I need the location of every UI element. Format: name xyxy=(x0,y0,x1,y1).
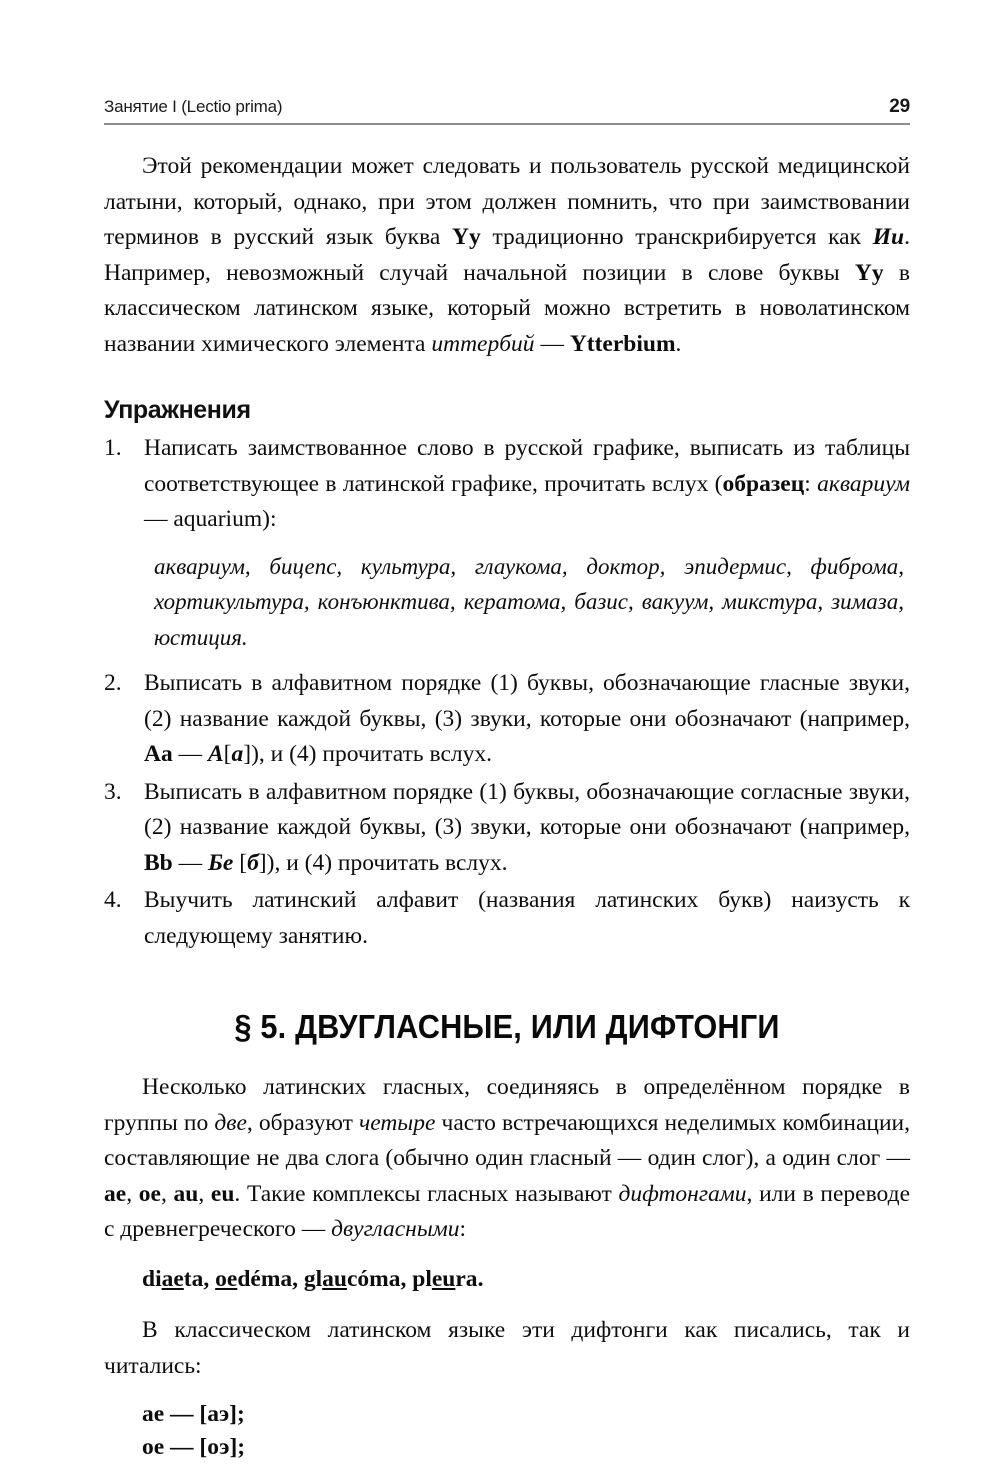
section-heading: § 5. ДВУГЛАСНЫЕ, ИЛИ ДИФТОНГИ xyxy=(234,1008,780,1045)
exercise-2-bold-aa: Aa xyxy=(144,741,173,767)
pronunciation-list xyxy=(104,1398,910,1464)
exercise-2-text-3: [ xyxy=(223,741,232,767)
exercise-2-text-4: ]), и (4) прочитать вслух. xyxy=(243,741,492,767)
exercise-2-bolditalic-a-upper: A xyxy=(207,741,224,767)
intro-text-3: . Например, невозможный случай начальной позиции в слове буквы xyxy=(104,224,910,286)
diaeta-prefix: di xyxy=(142,1265,162,1292)
glaucoma-diphthong: au xyxy=(322,1265,347,1292)
exercise-3-text-1: Выписать в алфавитном порядке (1) буквы, обозначающие согласные звуки, (2) название каждой буквы, (3) звуки, которые они обозначают (например, xyxy=(144,778,910,840)
dip-italic-diftongami: дифтонгами xyxy=(618,1180,747,1207)
intro-text-6: . xyxy=(675,330,682,357)
dip-bold-au: au xyxy=(173,1180,199,1207)
dip-text-2: , образуют xyxy=(246,1109,359,1136)
diaeta-suffix: ta xyxy=(183,1265,204,1292)
exercise-3-bold-bb: Bb xyxy=(144,849,173,876)
running-head-title: Занятие I (Lectio prima) xyxy=(104,97,283,116)
dip-italic-chetyre: четыре xyxy=(359,1109,436,1136)
pronunciation-item-ae: ae — [аэ]; xyxy=(142,1401,245,1427)
exercise-3-text-3: [ xyxy=(233,849,248,876)
exercise-2-text-2: — xyxy=(172,741,208,767)
example-word-glaucoma xyxy=(304,1266,401,1292)
exercise-item-1 xyxy=(104,431,910,655)
intro-text-5: — xyxy=(534,330,570,357)
intro-bolditalic-ii: Ии xyxy=(872,224,905,250)
exercise-1-italic-akvarium: аквариум xyxy=(817,470,910,497)
intro-bold-ytterbium: Ytterbium xyxy=(569,330,676,357)
dip-italic-dvuglasnymi: двугласными xyxy=(331,1216,460,1242)
exercise-3-text-2: — xyxy=(172,849,208,876)
exercise-item-3 xyxy=(104,775,910,882)
exercise-1-wordlist: аквариум, бицепс, культура, глаукома, доктор, эпидермис, фиброма, хортикультура, конъюнктива, кератома, базис, вакуум, микстура, зимаза, юстиция. xyxy=(154,553,904,650)
example-word-oedema xyxy=(215,1266,292,1292)
exercise-1-bold-obrazec: образец xyxy=(722,470,805,497)
running-head xyxy=(104,96,910,123)
dip-bold-eu: eu xyxy=(210,1180,235,1207)
exercise-1-text-3: — aquarium): xyxy=(144,506,277,532)
exercise-3-bolditalic-b: б xyxy=(247,849,259,876)
dip-bold-ae: ae xyxy=(104,1180,127,1207)
exercise-item-4 xyxy=(104,883,910,954)
exercises-list xyxy=(104,431,910,954)
exercise-4-text-1: Выучить латинский алфавит (названия латинских букв) наизусть к следующему занятию. xyxy=(144,887,910,949)
diaeta-diphthong: ae xyxy=(161,1265,184,1292)
header-rule xyxy=(104,123,910,125)
intro-italic-itterbiy: иттербий xyxy=(431,330,535,357)
intro-bold-yy-1: Yy xyxy=(452,224,481,250)
diphthong-examples xyxy=(142,1262,910,1298)
example-separator-2: , xyxy=(292,1265,304,1292)
exercise-marker-2: 2. xyxy=(104,670,122,696)
exercise-1-text-1: Написать заимствованное слово в русской графике, выписать из таблицы соответствующее в латинской графике, прочитать вслух ( xyxy=(144,435,910,497)
exercise-3-text-4: ]), и (4) прочитать вслух. xyxy=(258,849,508,876)
intro-text-1: Этой рекомендации может следовать и пользователь русской медицинской латыни, который, однако, при этом должен помнить, что при заимствовании терминов в русский язык буква xyxy=(104,153,910,250)
example-separator-1: , xyxy=(203,1265,216,1292)
pleura-prefix: pl xyxy=(412,1265,432,1292)
exercise-item-2 xyxy=(104,666,910,773)
page-number: 29 xyxy=(889,96,910,117)
glaucoma-prefix: gl xyxy=(303,1265,323,1292)
dip-text-7: . Такие комплексы гласных называют xyxy=(234,1180,619,1207)
diphthong-paragraph xyxy=(104,1070,910,1248)
page-content xyxy=(104,96,910,1464)
pleura-diphthong: eu xyxy=(431,1265,456,1292)
dip-text-8: , или в переводе с древнегреческого — xyxy=(104,1180,910,1242)
oedema-suffix: déma xyxy=(237,1265,293,1292)
exercise-marker-3: 3. xyxy=(104,778,122,805)
intro-text-2: традиционно транскрибируется как xyxy=(480,224,873,250)
dip-text-5: , xyxy=(160,1180,174,1207)
examples-period: . xyxy=(477,1265,484,1292)
example-word-diaeta xyxy=(142,1266,203,1292)
exercise-3-bolditalic-be: Бе xyxy=(208,849,234,876)
dip-text-9: : xyxy=(459,1216,467,1242)
dip-italic-dve: две xyxy=(214,1109,247,1136)
exercise-2-bolditalic-a-lower: a xyxy=(231,741,244,767)
dip-text-6: , xyxy=(198,1180,211,1207)
pleura-suffix: ra xyxy=(455,1265,478,1292)
exercise-2-text-1: Выписать в алфавитном порядке (1) буквы, обозначающие гласные звуки, (2) название каждой буквы, (3) звуки, которые они обозначают (например, xyxy=(144,670,910,732)
dip-text-1: Несколько латинских гласных, соединяясь в определённом порядке в группы по xyxy=(104,1074,910,1136)
intro-paragraph xyxy=(104,149,910,362)
exercises-heading: Упражнения xyxy=(104,396,251,424)
exercise-1-text-2: : xyxy=(804,470,818,497)
exercise-marker-4: 4. xyxy=(104,887,122,913)
glaucoma-suffix: cóma xyxy=(347,1265,401,1292)
oedema-diphthong: oe xyxy=(215,1265,238,1292)
dip-bold-oe: oe xyxy=(138,1180,161,1207)
intro-bold-yy-2: Yy xyxy=(854,259,884,286)
classical-paragraph: В классическом латинском языке эти дифтонги как писались, так и читались: xyxy=(104,1317,910,1379)
dip-text-3: часто встречающихся неделимых комбинации, составляющие не два слога (обычно один гласный — один слог), а один слог — xyxy=(104,1109,910,1171)
intro-text-4: в классическом латинском языке, который можно встретить в новолатинском названии химического элемента xyxy=(104,259,910,357)
pronunciation-item-oe: oe — [оэ]; xyxy=(142,1434,246,1460)
example-separator-3: , xyxy=(400,1265,413,1292)
dip-text-4: , xyxy=(126,1180,139,1207)
example-word-pleura xyxy=(412,1266,477,1292)
exercise-marker-1: 1. xyxy=(104,435,122,461)
